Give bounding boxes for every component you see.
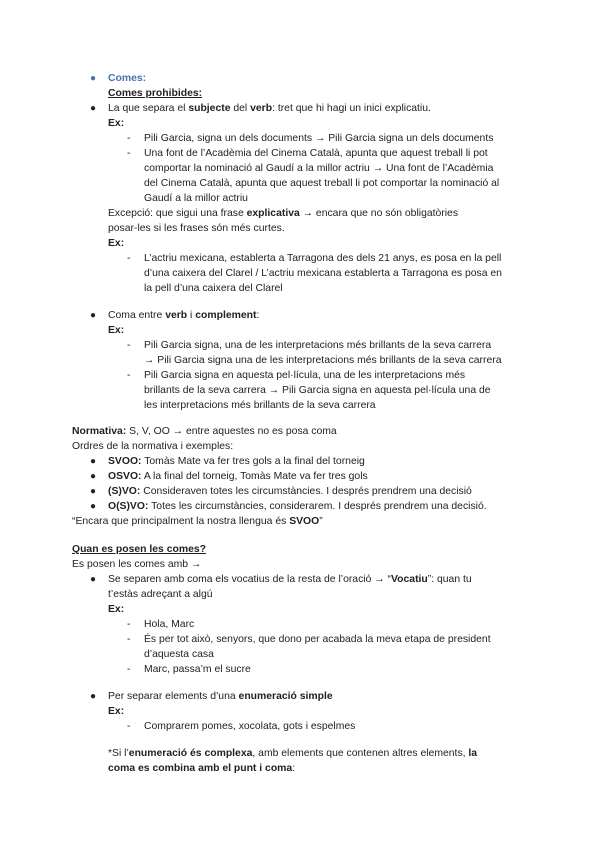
bullet-dot: ● — [90, 456, 97, 467]
order-svoo: SVOO: Tomàs Mate va fer tres gols a la final del torneig — [108, 456, 365, 467]
example-line: Una font de l’Acadèmia del Cinema Català, apunta que aquest treball li pot — [144, 148, 488, 159]
bullet-dot: ● — [90, 574, 97, 585]
quote-line: “Encara que principalment la nostra llengua és SVOO” — [72, 516, 323, 527]
dash: - — [127, 253, 131, 264]
dash: - — [127, 148, 131, 159]
order-osvo-2: O(S)VO: Totes les circumstàncies, considerarem. I després prendrem una decisió. — [108, 501, 487, 512]
example-label: Ex: — [108, 118, 125, 129]
example-label: Ex: — [108, 238, 125, 249]
example-line: d’aquesta casa — [144, 649, 214, 660]
example-line: Hola, Marc — [144, 619, 195, 630]
rule-vocatiu: t’estàs adreçant a algú — [108, 589, 213, 600]
order-osvo: OSVO: A la final del torneig, Tomàs Mate va fer tres gols — [108, 471, 368, 482]
quan-heading: Quan es posen les comes? — [72, 544, 206, 555]
quan-intro: Es posen les comes amb → — [72, 559, 202, 570]
example-line: del Cinema Català, apunta que aquest treball li pot comportar la nominació al — [144, 178, 500, 189]
dash: - — [127, 370, 131, 381]
dash: - — [127, 133, 131, 144]
rule-vocatiu: Se separen amb coma els vocatius de la resta de l’oració → “Vocatiu”: quan tu — [108, 574, 472, 585]
example-line: Pili Garcia signa en aquesta pel·lícula, una de les interpretacions més — [144, 370, 466, 381]
order-svo: (S)VO: Consideraven totes les circumstàncies. I després prendrem una decisió — [108, 486, 472, 497]
rule-enumeracio: Per separar elements d’una enumeració simple — [108, 691, 333, 702]
example-line: Gaudí a la millor actriu — [144, 193, 248, 204]
orders-intro: Ordres de la normativa i exemples: — [72, 441, 234, 452]
example-line: comportar la nominació al Gaudí a la millor actriu → Una font de l’Acadèmia — [144, 163, 494, 174]
example-line: la pell d’una caixera del Clarel — [144, 283, 283, 294]
example-line: → Pili Garcia signa una de les interpretacions més brillants de la seva carrera — [144, 355, 502, 366]
prohibited-heading: Comes prohibides: — [108, 88, 203, 99]
example-line: Comprarem pomes, xocolata, gots i espelmes — [144, 721, 356, 732]
example-line: L’actriu mexicana, establerta a Tarragona des dels 21 anys, es posa en la pell — [144, 253, 502, 264]
example-line: brillants de la seva carrera → Pili Garcia signa en aquesta pel·lícula una de — [144, 385, 491, 396]
example-line: Pili Garcia, signa un dels documents → Pili Garcia signa un dels documents — [144, 133, 494, 144]
complex-note: *Si l’enumeració és complexa, amb elements que contenen altres elements, la — [108, 748, 478, 759]
bullet-dot: ● — [90, 691, 97, 702]
bullet-dot: ● — [90, 310, 97, 321]
normativa-line: Normativa: S, V, OO → entre aquestes no es posa coma — [72, 426, 337, 437]
example-label: Ex: — [108, 325, 125, 336]
example-label: Ex: — [108, 604, 125, 615]
dash: - — [127, 634, 131, 645]
comes-title: Comes: — [108, 73, 147, 84]
example-line: Marc, passa’m el sucre — [144, 664, 251, 675]
example-line: les interpretacions més brillants de la seva carrera — [144, 400, 376, 411]
dash: - — [127, 664, 131, 675]
bullet-dot: ● — [90, 73, 97, 84]
rule-verb-complement: Coma entre verb i complement: — [108, 310, 260, 321]
example-line: Pili Garcia signa, una de les interpretacions més brillants de la seva carrera — [144, 340, 492, 351]
rule-subject-verb: La que separa el subjecte del verb: tret que hi hagi un inici explicatiu. — [108, 103, 431, 114]
exception-text: Excepció: que sigui una frase explicativa → encara que no són obligatòries — [108, 208, 459, 219]
bullet-dot: ● — [90, 486, 97, 497]
example-line: d’una caixera del Clarel / L’actriu mexicana establerta a Tarragona es posa en — [144, 268, 502, 279]
bullet-dot: ● — [90, 501, 97, 512]
dash: - — [127, 721, 131, 732]
exception-text: posar-les si les frases són més curtes. — [108, 223, 285, 234]
bullet-dot: ● — [90, 103, 97, 114]
dash: - — [127, 340, 131, 351]
dash: - — [127, 619, 131, 630]
example-line: És per tot això, senyors, que dono per acabada la meva etapa de president — [144, 634, 491, 645]
bullet-dot: ● — [90, 471, 97, 482]
example-label: Ex: — [108, 706, 125, 717]
complex-note: coma es combina amb el punt i coma: — [108, 763, 296, 774]
